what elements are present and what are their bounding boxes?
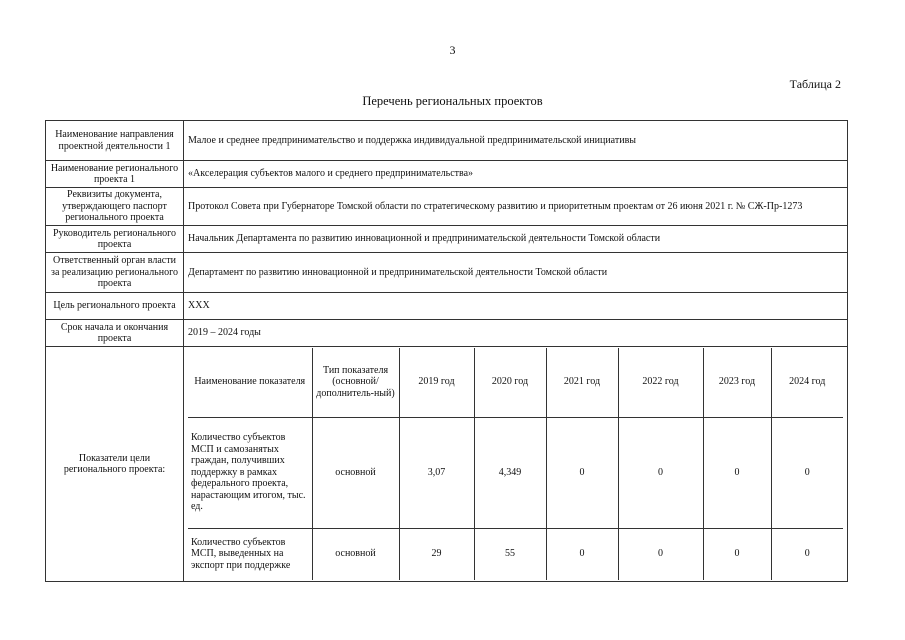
indicators-header-row <box>188 348 843 417</box>
row-label: Наименование направления проектной деятельности 1 <box>46 121 184 161</box>
value-2019: 3,07 <box>399 417 474 528</box>
table-row <box>46 293 848 320</box>
value-2022: 0 <box>618 417 703 528</box>
row-label: Руководитель регионального проекта <box>46 226 184 253</box>
value-2022: 0 <box>618 528 703 580</box>
header-indicator-type: Тип показателя (основной/ дополнитель-ный) <box>312 348 399 417</box>
row-label: Срок начала и окончания проекта <box>46 320 184 347</box>
table-row <box>46 161 848 188</box>
table-row <box>46 253 848 293</box>
page-number: 3 <box>449 43 456 57</box>
table-row <box>46 188 848 226</box>
header-year-2021: 2021 год <box>546 348 618 417</box>
table-row <box>188 528 843 580</box>
value-2020: 4,349 <box>474 417 546 528</box>
table-caption: Таблица 2 <box>789 77 841 91</box>
table-row <box>46 226 848 253</box>
table-row <box>46 121 848 161</box>
header-year-2020: 2020 год <box>474 348 546 417</box>
header-year-2022: 2022 год <box>618 348 703 417</box>
document-title: Перечень региональных проектов <box>362 94 543 108</box>
row-label: Наименование регионального проекта 1 <box>46 161 184 188</box>
row-label: Реквизиты документа, утверждающего паспорт регионального проекта <box>46 188 184 226</box>
value-2021: 0 <box>546 417 618 528</box>
row-value: Департамент по развитию инновационной и предпринимательской деятельности Томской области <box>184 253 848 293</box>
indicator-type: основной <box>312 528 399 580</box>
table-row <box>46 347 848 582</box>
value-2020: 55 <box>474 528 546 580</box>
value-2019: 29 <box>399 528 474 580</box>
row-value: «Акселерация субъектов малого и среднего предпринимательства» <box>184 161 848 188</box>
value-2021: 0 <box>546 528 618 580</box>
value-2023: 0 <box>703 417 771 528</box>
value-2024: 0 <box>771 417 843 528</box>
row-value: ХХХ <box>184 293 848 320</box>
indicator-name: Количество субъектов МСП и самозанятых граждан, получивших поддержку в рамках федерального проекта, нарастающим итогом, тыс. ед. <box>188 417 312 528</box>
table-row <box>188 417 843 528</box>
indicators-label: Показатели цели регионального проекта: <box>46 347 184 582</box>
header-indicator-name: Наименование показателя <box>188 348 312 417</box>
header-year-2023: 2023 год <box>703 348 771 417</box>
value-2024: 0 <box>771 528 843 580</box>
row-value: 2019 – 2024 годы <box>184 320 848 347</box>
row-value: Начальник Департамента по развитию инновационной и предпринимательской деятельности Томской области <box>184 226 848 253</box>
row-label: Ответственный орган власти за реализацию регионального проекта <box>46 253 184 293</box>
table-row <box>46 320 848 347</box>
header-year-2019: 2019 год <box>399 348 474 417</box>
regional-projects-table <box>45 120 848 582</box>
indicator-name: Количество субъектов МСП, выведенных на экспорт при поддержке <box>188 528 312 580</box>
row-value: Малое и среднее предпринимательство и поддержка индивидуальной предпринимательской инициативы <box>184 121 848 161</box>
row-value: Протокол Совета при Губернаторе Томской области по стратегическому развитию и приоритетным проектам от 26 июня 2021 г. № СЖ-Пр-1273 <box>184 188 848 226</box>
row-label: Цель регионального проекта <box>46 293 184 320</box>
indicator-type: основной <box>312 417 399 528</box>
header-year-2024: 2024 год <box>771 348 843 417</box>
indicators-cell <box>184 347 848 582</box>
value-2023: 0 <box>703 528 771 580</box>
indicators-table <box>188 348 843 580</box>
